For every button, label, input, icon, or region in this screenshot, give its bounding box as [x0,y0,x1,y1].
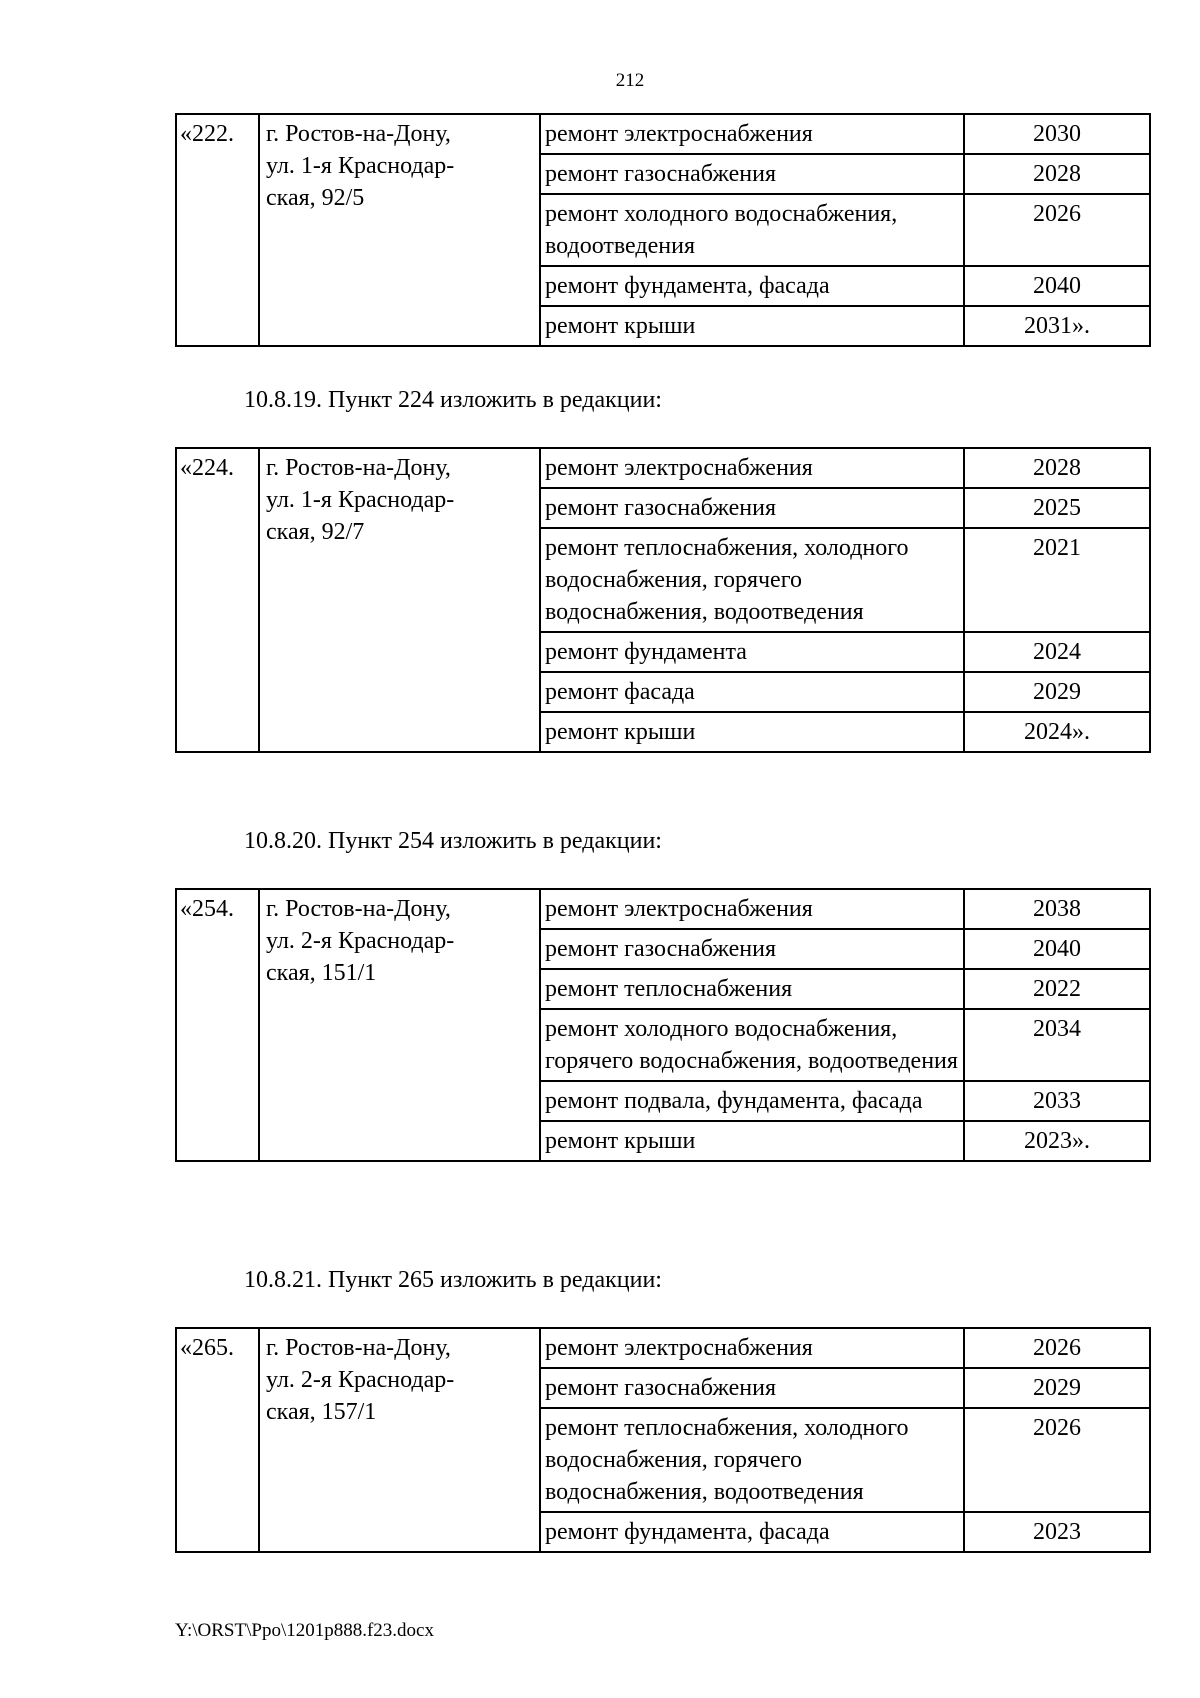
year-cell: 2034 [964,1009,1150,1081]
address-line: г. Ростов-на-Дону, [266,121,451,147]
item-number: «224. [176,448,259,752]
amendment-paragraph: 10.8.20. Пункт 254 изложить в редакции: [244,828,662,854]
address-line: ул. 1-я Краснодар- [266,153,455,179]
year-cell: 2040 [964,929,1150,969]
year-cell: 2040 [964,266,1150,306]
work-cell: ремонт газоснабжения [540,488,964,528]
address-line: ул. 2-я Краснодар- [266,928,455,954]
address-cell [259,114,540,346]
table-item-222 [175,113,1151,347]
item-number: «265. [176,1328,259,1552]
year-cell: 2024 [964,632,1150,672]
work-cell: ремонт газоснабжения [540,929,964,969]
address-cell [259,1328,540,1552]
work-cell: ремонт теплоснабжения, холодного водоснабжения, горячего водоснабжения, водоотведения [540,528,964,632]
address-line: г. Ростов-на-Дону, [266,896,451,922]
address-line: ул. 1-я Краснодар- [266,487,455,513]
year-cell: 2038 [964,889,1150,929]
work-cell: ремонт фундамента, фасада [540,1512,964,1552]
work-cell: ремонт крыши [540,1121,964,1161]
address-line: ская, 92/5 [266,185,365,211]
year-cell: 2028 [964,154,1150,194]
address-line: ская, 151/1 [266,960,377,986]
work-cell: ремонт теплоснабжения, холодного водоснабжения, горячего водоснабжения, водоотведения [540,1408,964,1512]
work-cell: ремонт газоснабжения [540,1368,964,1408]
year-cell: 2029 [964,672,1150,712]
work-cell: ремонт электроснабжения [540,448,964,488]
work-cell: ремонт фундамента [540,632,964,672]
address-line: г. Ростов-на-Дону, [266,455,451,481]
work-cell: ремонт электроснабжения [540,889,964,929]
address-line: ская, 92/7 [266,519,365,545]
page-number: 212 [615,70,645,91]
year-cell: 2021 [964,528,1150,632]
year-cell: 2028 [964,448,1150,488]
year-cell: 2026 [964,1328,1150,1368]
work-cell: ремонт холодного водоснабжения, горячего водоснабжения, водоотведения [540,1009,964,1081]
address-cell [259,889,540,1161]
year-cell: 2023». [964,1121,1150,1161]
item-number: «254. [176,889,259,1161]
work-cell: ремонт холодного водоснабжения, водоотведения [540,194,964,266]
year-cell: 2026 [964,1408,1150,1512]
item-number: «222. [176,114,259,346]
work-cell: ремонт подвала, фундамента, фасада [540,1081,964,1121]
year-cell: 2031». [964,306,1150,346]
address-line: ская, 157/1 [266,1399,377,1425]
work-cell: ремонт фундамента, фасада [540,266,964,306]
work-cell: ремонт электроснабжения [540,114,964,154]
year-cell: 2025 [964,488,1150,528]
work-cell: ремонт крыши [540,306,964,346]
address-cell [259,448,540,752]
year-cell: 2029 [964,1368,1150,1408]
work-cell: ремонт фасада [540,672,964,712]
work-cell: ремонт электроснабжения [540,1328,964,1368]
address-line: г. Ростов-на-Дону, [266,1335,451,1361]
amendment-paragraph: 10.8.19. Пункт 224 изложить в редакции: [244,387,662,413]
work-cell: ремонт крыши [540,712,964,752]
table-item-254 [175,888,1151,1162]
year-cell: 2022 [964,969,1150,1009]
footer-file-path: Y:\ORST\Ppo\1201p888.f23.docx [175,1620,434,1641]
address-line: ул. 2-я Краснодар- [266,1367,455,1393]
table-item-265 [175,1327,1151,1553]
year-cell: 2023 [964,1512,1150,1552]
year-cell: 2033 [964,1081,1150,1121]
year-cell: 2024». [964,712,1150,752]
year-cell: 2030 [964,114,1150,154]
work-cell: ремонт газоснабжения [540,154,964,194]
work-cell: ремонт теплоснабжения [540,969,964,1009]
table-item-224 [175,447,1151,753]
amendment-paragraph: 10.8.21. Пункт 265 изложить в редакции: [244,1267,662,1293]
year-cell: 2026 [964,194,1150,266]
